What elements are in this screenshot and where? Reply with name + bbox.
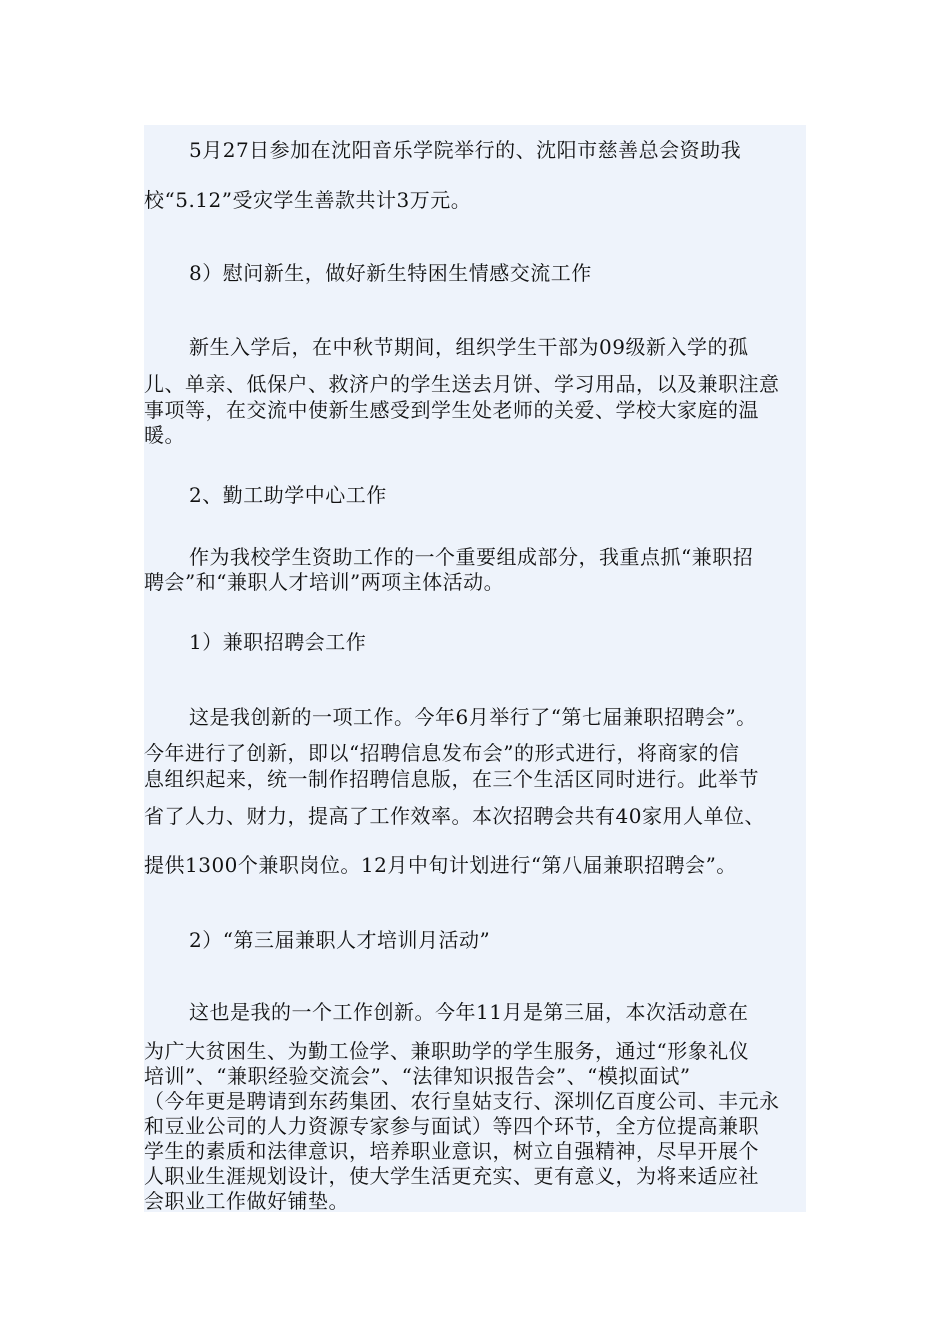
paragraph-line: 会职业工作做好铺垫。 (144, 1189, 349, 1213)
paragraph-line: 事项等，在交流中使新生感受到学生处老师的关爱、学校大家庭的温 (144, 398, 759, 422)
paragraph-line: 今年进行了创新，即以“招聘信息发布会”的形式进行，将商家的信 (144, 741, 740, 765)
paragraph-line: 息组织起来，统一制作招聘信息版，在三个生活区同时进行。此举节 (144, 767, 759, 791)
section-heading: 8）慰问新生，做好新生特困生情感交流工作 (189, 261, 592, 285)
section-heading: 2、勤工助学中心工作 (189, 483, 387, 507)
paragraph-line: （今年更是聘请到东药集团、农行皇姑支行、深圳亿百度公司、丰元永 (144, 1089, 780, 1113)
paragraph-line: 这是我创新的一项工作。今年6月举行了“第七届兼职招聘会”。 (189, 705, 757, 729)
paragraph-line: 新生入学后，在中秋节期间，组织学生干部为09级新入学的孤 (189, 335, 749, 359)
paragraph-line: 校“5.12”受灾学生善款共计3万元。 (144, 188, 472, 212)
paragraph-line: 提供1300个兼职岗位。12月中旬计划进行“第八届兼职招聘会”。 (144, 853, 737, 877)
paragraph-line: 这也是我的一个工作创新。今年11月是第三届，本次活动意在 (189, 1000, 749, 1024)
paragraph-line: 聘会”和“兼职人才培训”两项主体活动。 (144, 570, 505, 594)
paragraph-line: 作为我校学生资助工作的一个重要组成部分，我重点抓“兼职招 (189, 545, 754, 569)
paragraph-line: 儿、单亲、低保户、救济户的学生送去月饼、学习用品，以及兼职注意 (144, 372, 780, 396)
section-heading: 2）“第三届兼职人才培训月活动” (189, 928, 491, 952)
paragraph-line: 学生的素质和法律意识，培养职业意识，树立自强精神，尽早开展个 (144, 1139, 759, 1163)
paragraph-line: 人职业生涯规划设计，使大学生活更充实、更有意义，为将来适应社 (144, 1164, 759, 1188)
document-page (144, 125, 806, 1212)
paragraph-line: 和豆业公司的人力资源专家参与面试）等四个环节，全方位提高兼职 (144, 1114, 759, 1138)
section-heading: 1）兼职招聘会工作 (189, 630, 367, 654)
paragraph-line: 培训”、“兼职经验交流会”、“法律知识报告会”、“模拟面试” (144, 1064, 691, 1088)
paragraph-line: 为广大贫困生、为勤工俭学、兼职助学的学生服务，通过“形象礼仪 (144, 1039, 750, 1063)
paragraph-line: 5月27日参加在沈阳音乐学院举行的、沈阳市慈善总会资助我 (189, 138, 742, 162)
paragraph-line: 省了人力、财力，提高了工作效率。本次招聘会共有40家用人单位、 (144, 804, 765, 828)
paragraph-line: 暖。 (144, 423, 185, 447)
